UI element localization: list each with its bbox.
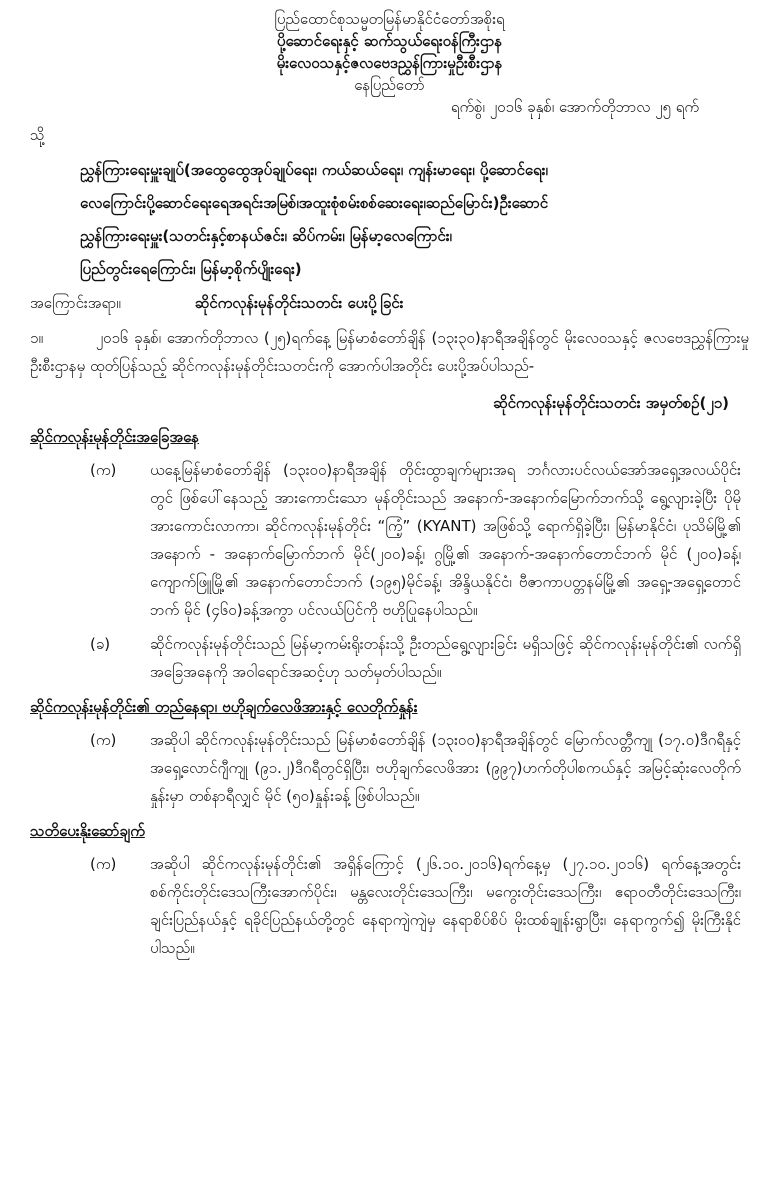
paragraph-number: ၁။: [30, 329, 43, 347]
letterhead: [30, 8, 749, 96]
recipient-list: [80, 154, 749, 286]
letterhead-department: မိုးလေဝသနှင့်ဇလဗေဒညွှန်ကြားမှုဦးစီးဌာန: [276, 54, 503, 72]
item-text: ဆိုင်ကလုန်းမုန်တိုင်းသည် မြန်မာ့ကမ်းရိုးတန်းသို့ ဦးတည်ရွေ့လျားခြင်း မရှိသဖြင့် ဆိုင်ကလုန်းမုန်တိုင်း၏ လက်ရှိအခြေအနေကို အဝါရောင်အဆင့်ဟု သတ်မှတ်ပါသည်။: [150, 635, 741, 681]
item-marker: (က): [90, 731, 117, 749]
item-text: အဆိုပါ ဆိုင်ကလုန်းမုန်တိုင်း၏ အရှိန်ကြောင့် (၂၆.၁၀.၂၀၁၆)ရက်နေ့မှ (၂၇.၁၀.၂၀၁၆) ရက်နေ့အတွင်း စစ်ကိုင်းတိုင်းဒေသကြီးအောက်ပိုင်း၊ မန္တလေးတိုင်းဒေသကြီး၊ မကွေးတိုင်းဒေသကြီး၊ ဧရာဝတီတိုင်းဒေသကြီး၊ ချင်းပြည်နယ်နှင့် ရခိုင်ပြည်နယ်တို့တွင် နေရာကျဲကျဲမှ နေရာစိပ်စိပ် မိုးထစ်ချုန်းရွာပြီး၊ နေရာကွက်၍ မိုးကြီးနိုင်ပါသည်။: [150, 855, 741, 957]
section-heading-warning: သတိပေးနိုးဆော်ချက်: [30, 822, 145, 840]
subject-text: ဆိုင်ကလုန်းမုန်တိုင်းသတင်း ပေးပို့ခြင်း: [194, 294, 404, 312]
letterhead-ministry: ပို့ဆောင်ရေးနှင့် ဆက်သွယ်ရေးဝန်ကြီးဌာန: [276, 32, 503, 50]
recipient-line: ပြည်တွင်းရေကြောင်း၊ မြန်မာ့စိုက်ပျိုးရေး): [80, 260, 302, 278]
paragraph-1: [30, 324, 749, 380]
addressee-label: သို့: [30, 126, 45, 144]
list-item: [30, 850, 749, 962]
item-marker: (က): [90, 855, 117, 873]
paragraph-text: ၂၀၁၆ ခုနှစ်၊ အောက်တိုဘာလ (၂၅)ရက်နေ့ မြန်မာစံတော်ချိန် (၁၃း၃၀)နာရီအချိန်တွင် မိုးလေဝသနှင့် ဇလဗေဒညွှန်ကြားမှုဦးစီးဌာနမှ ထုတ်ပြန်သည့် ဆိုင်ကလုန်းမုန်တိုင်းသတင်းကို အောက်ပါအတိုင်း ပေးပို့အပ်ပါသည်-: [30, 329, 749, 375]
subject-line: [30, 294, 749, 316]
bulletin-title: ဆိုင်ကလုန်းမုန်တိုင်းသတင်း အမှတ်စဉ်(၂၁): [493, 394, 729, 412]
section-heading-status: ဆိုင်ကလုန်းမုန်တိုင်းအခြေအနေ: [30, 428, 200, 446]
recipient-line: ညွှန်ကြားရေးမှူး(သတင်းနှင့်စာနယ်ဇင်း၊ ဆိပ်ကမ်း၊ မြန်မာ့လေကြောင်း၊: [80, 227, 452, 245]
letter-date: ရက်စွဲ၊ ၂၀၁၆ ခုနှစ်၊ အောက်တိုဘာလ ၂၅ ရက်: [450, 98, 699, 116]
item-text: ယနေ့မြန်မာစံတော်ချိန် (၁၃း၀၀)နာရီအချိန် တိုင်းထွာချက်များအရ ဘင်္ဂလားပင်လယ်အော်အရှေ့အလယ်ပိုင်းတွင် ဖြစ်ပေါ်နေသည့် အားကောင်းသော မုန်တိုင်းသည် အနောက်-အနောက်မြောက်ဘက်သို့ ရွေ့လျားခဲ့ပြီး ပိုမိုအားကောင်းလာကာ၊ ဆိုင်ကလုန်းမုန်တိုင်း “ကြံ့” (KYANT) အဖြစ်သို့ ရောက်ရှိခဲ့ပြီး၊ မြန်မာနိုင်ငံ၊ ပုသိမ်မြို့၏ အနောက် - အနောက်မြောက်ဘက် မိုင်(၂၀၀)ခန့်၊ ဂွမြို့၏ အနောက်-အနောက်တောင်ဘက် မိုင် (၂၀၀)ခန့်၊ ကျောက်ဖြူမြို့၏ အနောက်တောင်ဘက် (၁၉၅)မိုင်ခန့်၊ အိန္ဒိယနိုင်ငံ၊ ဗီဇာကာပတ္တနမ်မြို့၏ အရှေ့-အရှေ့တောင်ဘက် မိုင် (၄၆၀)ခန့်အကွာ ပင်လယ်ပြင်ကို ဗဟိုပြုနေပါသည်။: [150, 461, 741, 619]
letterhead-government: ပြည်ထောင်စုသမ္မတမြန်မာနိုင်ငံတော်အစိုးရ: [274, 10, 505, 28]
list-item: [30, 726, 749, 810]
item-marker: (က): [90, 461, 117, 479]
recipient-line: ညွှန်ကြားရေးမှူးချုပ်(အထွေထွေအုပ်ချုပ်ရေး၊ ကယ်ဆယ်ရေး၊ ကျန်းမာရေး၊ ပို့ဆောင်ရေး၊: [80, 161, 548, 179]
section-heading-location: ဆိုင်ကလုန်းမုန်တိုင်း၏ တည်နေရာ၊ ဗဟိုချက်လေဖိအားနှင့် လေတိုက်နှုန်း: [30, 698, 418, 716]
list-item: [30, 456, 749, 624]
subject-label: အကြောင်းအရာ။: [30, 294, 121, 312]
item-marker: (ခ): [90, 635, 111, 653]
recipient-line: လေကြောင်းပို့ဆောင်ရေးရေအရင်းအမြစ်၊အထူးစုံစမ်းစစ်ဆေးရေး၊ဆည်မြောင်း)ဦးဆောင်: [80, 194, 549, 212]
item-text: အဆိုပါ ဆိုင်ကလုန်းမုန်တိုင်းသည် မြန်မာစံတော်ချိန် (၁၃း၀၀)နာရီအချိန်တွင် မြောက်လတ္တီကျု (၁၇.၀)ဒီဂရီနှင့် အရှေ့လောင်ဂျီကျု (၉၁.၂)ဒီဂရီတွင်ရှိပြီး၊ ဗဟိုချက်လေဖိအား (၉၉၇)ဟက်တိုပါစကယ်နှင့် အမြင့်ဆုံးလေတိုက်နှုန်းမှာ တစ်နာရီလျှင် မိုင် (၅၀)နှုန်းခန့် ဖြစ်ပါသည်။: [150, 731, 741, 805]
letterhead-city: နေပြည်တော်: [354, 76, 425, 94]
list-item: [30, 630, 749, 686]
